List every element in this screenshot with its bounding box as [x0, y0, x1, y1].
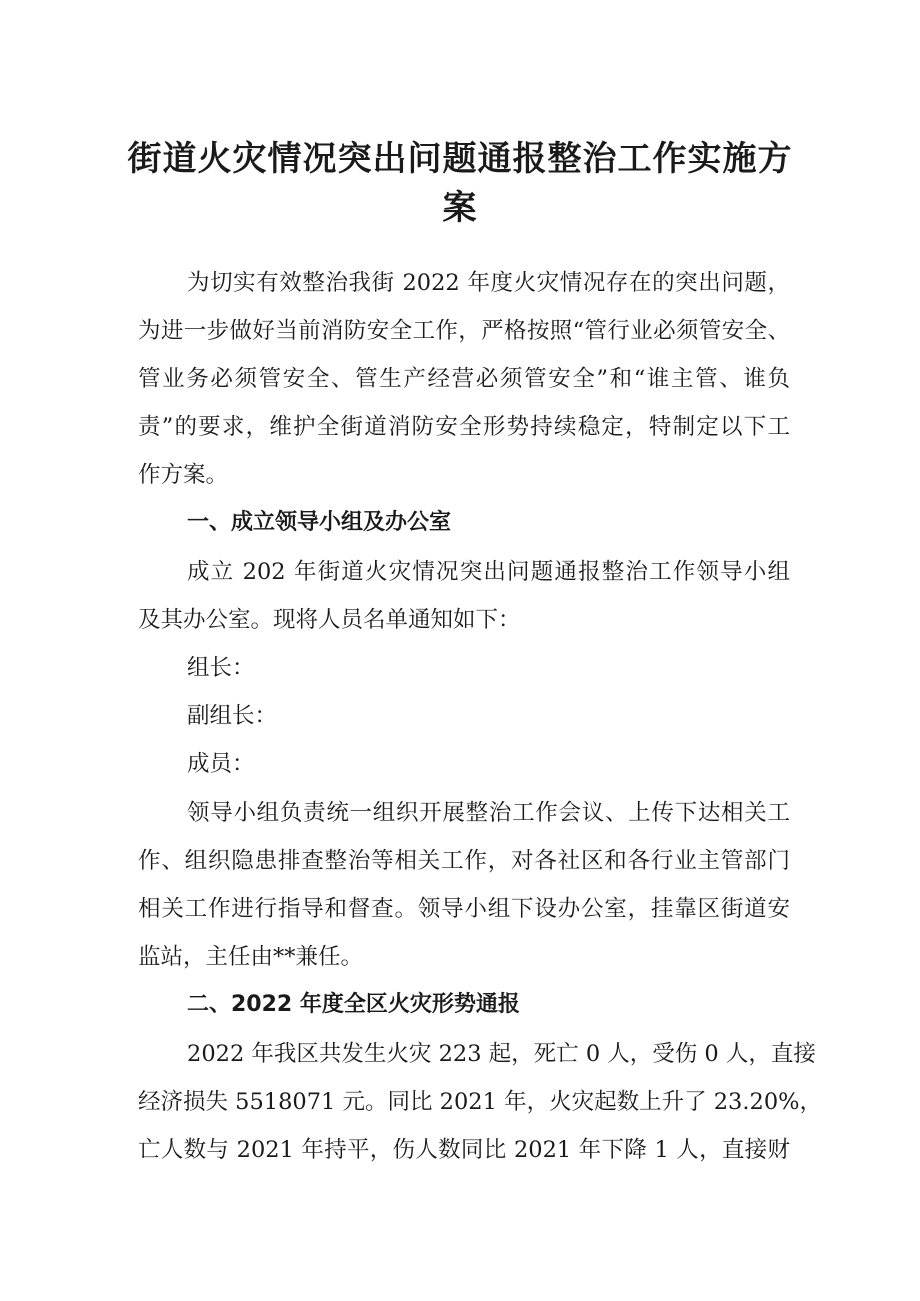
section-1-para-2-line-4: 监站，主任由**兼任。	[138, 944, 364, 970]
section-1-para-1-line-1: 成立 202 年街道火灾情况突出问题通报整治工作领导小组	[187, 559, 790, 585]
section-1-heading: 一、成立领导小组及办公室	[187, 510, 452, 535]
intro-line-2: 为进一步做好当前消防安全工作，严格按照“管行业必须管安全、	[138, 318, 790, 344]
section-2-para-1-line-3: 亡人数与 2021 年持平，伤人数同比 2021 年下降 1 人，直接财	[138, 1137, 790, 1163]
leader-label: 组长：	[187, 655, 255, 681]
document-title-line-1: 街道火灾情况突出问题通报整治工作实施方	[127, 139, 793, 179]
intro-line-3: 管业务必须管安全、管生产经营必须管安全”和“谁主管、谁负	[138, 366, 790, 392]
section-1-para-2-line-3: 相关工作进行指导和督查。领导小组下设办公室，挂靠区街道安	[138, 896, 790, 922]
intro-line-5: 作方案。	[138, 462, 229, 488]
section-2-para-1-line-1: 2022 年我区共发生火灾 223 起，死亡 0 人，受伤 0 人，直接	[187, 1041, 816, 1067]
section-1-para-1-line-2: 及其办公室。现将人员名单通知如下：	[138, 607, 521, 633]
section-2-heading: 二、2022 年度全区火灾形势通报	[187, 992, 520, 1017]
section-2-para-1-line-2: 经济损失 5518071 元。同比 2021 年，火灾起数上升了 23.20%，	[138, 1089, 823, 1115]
members-label: 成员：	[187, 751, 255, 777]
intro-line-4: 责”的要求，维护全街道消防安全形势持续稳定，特制定以下工	[138, 414, 790, 440]
deputy-leader-label: 副组长：	[187, 703, 278, 729]
intro-line-1: 为切实有效整治我街 2022 年度火灾情况存在的突出问题，	[187, 270, 790, 296]
section-1-para-2-line-1: 领导小组负责统一组织开展整治工作会议、上传下达相关工	[187, 800, 790, 826]
section-1-para-2-line-2: 作、组织隐患排查整治等相关工作，对各社区和各行业主管部门	[138, 848, 790, 874]
document-title-line-2: 案	[442, 188, 478, 228]
